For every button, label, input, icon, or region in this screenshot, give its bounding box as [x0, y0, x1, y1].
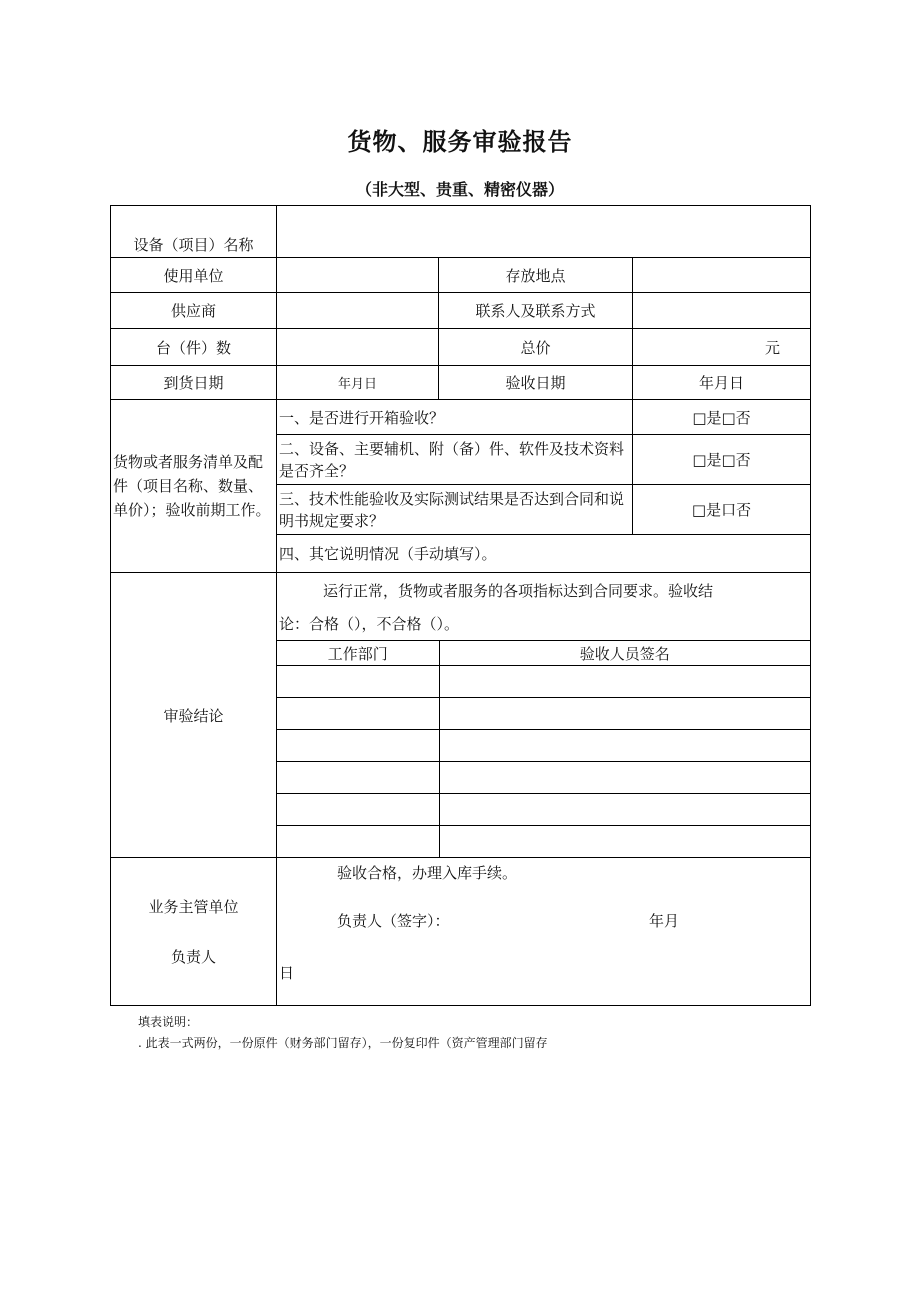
dept-cell[interactable] — [277, 730, 439, 762]
total-label: 总价 — [439, 329, 633, 366]
total-unit: 元 — [765, 338, 781, 357]
conclusion-line-2: 论：合格（），不合格（）。 — [279, 615, 460, 633]
sign-cell[interactable] — [439, 730, 810, 762]
check-row-1 — [111, 400, 811, 435]
inspect-label: 验收日期 — [439, 366, 633, 400]
quantity-row — [111, 329, 811, 366]
checklist-label: 货物或者服务清单及配件（项目名称、数量、单价）；验收前期工作。 — [111, 400, 277, 573]
approval-signer: 负责人（签字）： — [337, 912, 450, 930]
approval-line-1: 验收合格，办理入库手续。 — [337, 864, 518, 882]
sign-cell[interactable] — [439, 698, 810, 730]
arrival-label: 到货日期 — [111, 366, 277, 400]
contact-field[interactable] — [633, 293, 811, 329]
quantity-field[interactable] — [277, 329, 439, 366]
check-question-3: 三、技术性能验收及实际测试结果是否达到合同和说明书规定要求？ — [277, 485, 633, 535]
supplier-label: 供应商 — [111, 293, 277, 329]
sign-cell[interactable] — [439, 762, 810, 794]
device-field[interactable] — [277, 206, 811, 258]
approval-block[interactable] — [277, 858, 811, 1006]
quantity-label: 台（件）数 — [111, 329, 277, 366]
user-unit-row — [111, 258, 811, 293]
conclusion-block — [277, 573, 811, 858]
check-option-3[interactable]: □是口否 — [633, 485, 811, 535]
dept-cell[interactable] — [277, 698, 439, 730]
contact-label: 联系人及联系方式 — [439, 293, 633, 329]
device-label: 设备（项目）名称 — [111, 206, 277, 258]
dept-cell[interactable] — [277, 762, 439, 794]
signature-row — [277, 794, 810, 826]
notes-heading: 填表说明： — [138, 1015, 199, 1029]
sign-cell[interactable] — [439, 794, 810, 826]
page-title: 货物、服务审验报告 — [347, 128, 573, 156]
conclusion-label: 审验结论 — [111, 573, 277, 858]
report-form — [110, 205, 811, 1006]
supplier-row — [111, 293, 811, 329]
check-question-2: 二、设备、主要辅机、附（备）件、软件及技术资料是否齐全？ — [277, 435, 633, 485]
check-option-1[interactable]: □是□否 — [633, 400, 811, 435]
approval-date-2: 日 — [279, 964, 295, 982]
signature-header-row — [277, 641, 810, 666]
check-question-1: 一、是否进行开箱验收？ — [277, 400, 633, 435]
sign-header: 验收人员签名 — [439, 641, 810, 666]
inspect-date[interactable]: 年月日 — [633, 366, 811, 400]
conclusion-text — [277, 573, 810, 640]
supplier-field[interactable] — [277, 293, 439, 329]
dept-header: 工作部门 — [277, 641, 439, 666]
approval-date-1: 年月 — [649, 912, 680, 930]
sign-cell[interactable] — [439, 826, 810, 858]
approval-label-line-1: 业务主管单位 — [148, 897, 239, 916]
dept-cell[interactable] — [277, 666, 439, 698]
check-option-2[interactable]: □是□否 — [633, 435, 811, 485]
notes-item: . 此表一式两份，一份原件（财务部门留存），一份复印件（资产管理部门留存 — [138, 1036, 548, 1050]
user-unit-label: 使用单位 — [111, 258, 277, 293]
signature-row — [277, 730, 810, 762]
signature-row — [277, 762, 810, 794]
signature-row — [277, 666, 810, 698]
approval-label-line-2: 负责人 — [170, 947, 216, 966]
page-subtitle: （非大型、贵重、精密仪器） — [355, 180, 564, 199]
date-row — [111, 366, 811, 400]
signature-table — [277, 640, 810, 857]
dept-cell[interactable] — [277, 826, 439, 858]
total-field[interactable] — [633, 329, 811, 366]
approval-label — [111, 858, 277, 1006]
storage-label: 存放地点 — [439, 258, 633, 293]
conclusion-row — [111, 573, 811, 858]
user-unit-field[interactable] — [277, 258, 439, 293]
conclusion-line-1: 运行正常，货物或者服务的各项指标达到合同要求。验收结 — [323, 582, 714, 600]
signature-row — [277, 698, 810, 730]
check-question-4: 四、其它说明情况（手动填写）。 — [277, 535, 811, 573]
approval-row — [111, 858, 811, 1006]
dept-cell[interactable] — [277, 794, 439, 826]
sign-cell[interactable] — [439, 666, 810, 698]
signature-row — [277, 826, 810, 858]
arrival-date[interactable]: 年月日 — [277, 366, 439, 400]
device-row — [111, 206, 811, 258]
storage-field[interactable] — [633, 258, 811, 293]
